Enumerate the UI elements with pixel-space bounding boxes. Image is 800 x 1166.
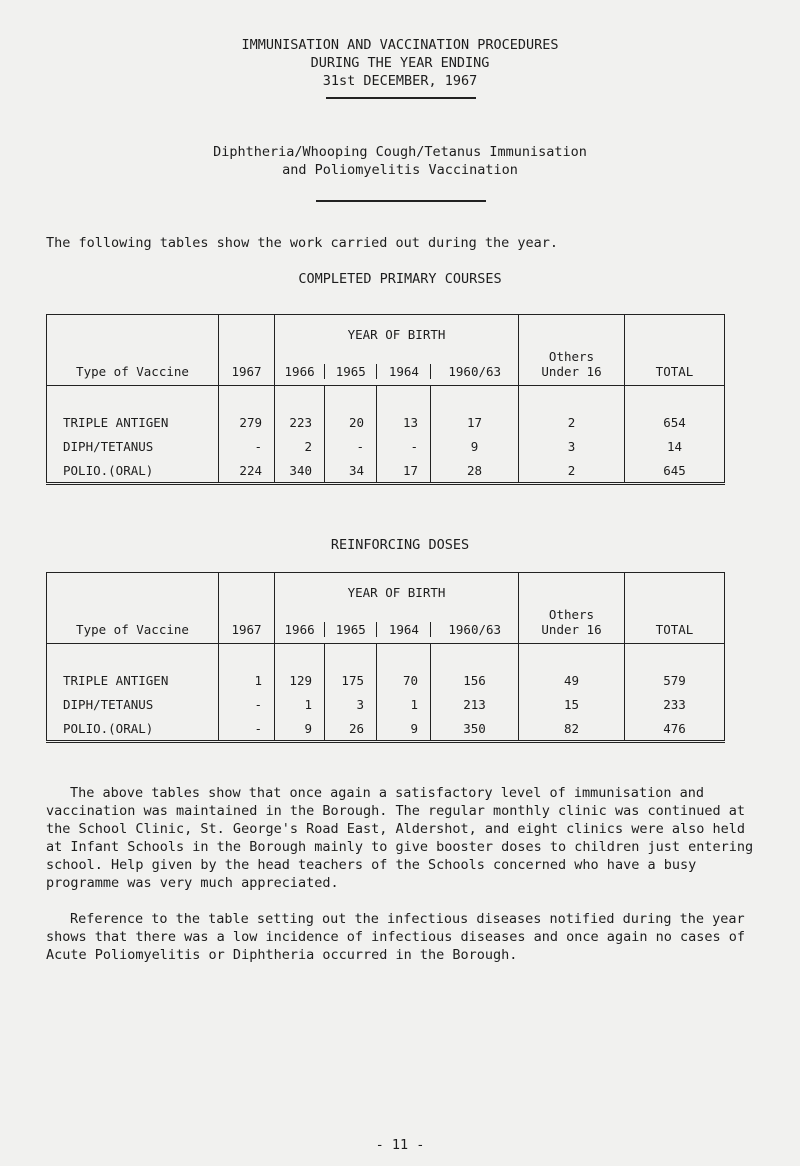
- col-type-header: Type of Vaccine: [47, 573, 219, 644]
- col-1965-header: 1965: [324, 364, 376, 379]
- year-of-birth-header-group: [275, 573, 519, 644]
- intro-text: The following tables show the work carried out during the year.: [46, 235, 559, 251]
- table-row: POLIO.(ORAL) 224 340 34 17 28 2 645: [47, 458, 725, 484]
- col-1960-63-header: 1960/63: [430, 364, 518, 379]
- col-others-header: [519, 315, 625, 386]
- others-label-2: Under 16: [541, 622, 602, 637]
- col-total-header: TOTAL: [625, 315, 725, 386]
- col-1967-header: 1967: [219, 315, 275, 386]
- col-1967-header: 1967: [219, 573, 275, 644]
- table-row: POLIO.(ORAL) - 9 26 9 350 82 476: [47, 716, 725, 742]
- col-type-header: Type of Vaccine: [47, 315, 219, 386]
- year-of-birth-label: YEAR OF BIRTH: [347, 585, 446, 600]
- header-line-2: DURING THE YEAR ENDING: [310, 55, 490, 71]
- col-1966-header: 1966: [284, 622, 315, 637]
- reinforcing-doses-table: [46, 572, 725, 743]
- table-row: DIPH/TETANUS - 2 - - 9 3 14: [47, 434, 725, 458]
- reinforcing-title: REINFORCING DOSES: [330, 537, 470, 553]
- table-row: TRIPLE ANTIGEN 1 129 175 70 156 49 579: [47, 668, 725, 692]
- col-1964-header: 1964: [376, 622, 430, 637]
- col-others-header: [519, 573, 625, 644]
- others-label-1: Others: [548, 607, 595, 622]
- page-number: - 11 -: [375, 1137, 425, 1153]
- header-line-3: 31st DECEMBER, 1967: [322, 73, 478, 89]
- year-of-birth-header-group: [275, 315, 519, 386]
- others-label-1: Others: [548, 349, 595, 364]
- year-of-birth-label: YEAR OF BIRTH: [347, 327, 446, 342]
- primary-title: COMPLETED PRIMARY COURSES: [298, 271, 502, 287]
- subheader-line-2: and Poliomyelitis Vaccination: [282, 162, 518, 178]
- col-1966-header: 1966: [284, 364, 315, 379]
- col-1960-63-header: 1960/63: [430, 622, 518, 637]
- header-line-1: IMMUNISATION AND VACCINATION PROCEDURES: [241, 37, 559, 53]
- paragraph-2: Reference to the table setting out the infectious diseases notified during the year shows that there was a low incidence of infectious diseases and once again no cases of Acute Poliomyelitis or Diphtheria occurred in the Borough.: [46, 911, 745, 963]
- paragraph-1: The above tables show that once again a satisfactory level of immunisation and vaccination was maintained in the Borough. The regular monthly clinic was continued at the School Clinic, St. George's Road East, Aldershot, and eight clinics were also held at Infant Schools in the Borough mainly to give booster doses to children just entering school. Help given by the head teachers of the Schools concerned who have a busy programme was very much appreciated.: [46, 785, 754, 891]
- table-row: DIPH/TETANUS - 1 3 1 213 15 233: [47, 692, 725, 716]
- col-1965-header: 1965: [324, 622, 376, 637]
- others-label-2: Under 16: [541, 364, 602, 379]
- primary-courses-table: [46, 314, 725, 485]
- subheader-line-1: Diphtheria/Whooping Cough/Tetanus Immunisation: [213, 144, 587, 160]
- table-row: TRIPLE ANTIGEN 279 223 20 13 17 2 654: [47, 410, 725, 434]
- col-total-header: TOTAL: [625, 573, 725, 644]
- header-underline: [326, 97, 476, 99]
- subheader-underline: [316, 200, 486, 202]
- col-1964-header: 1964: [376, 364, 430, 379]
